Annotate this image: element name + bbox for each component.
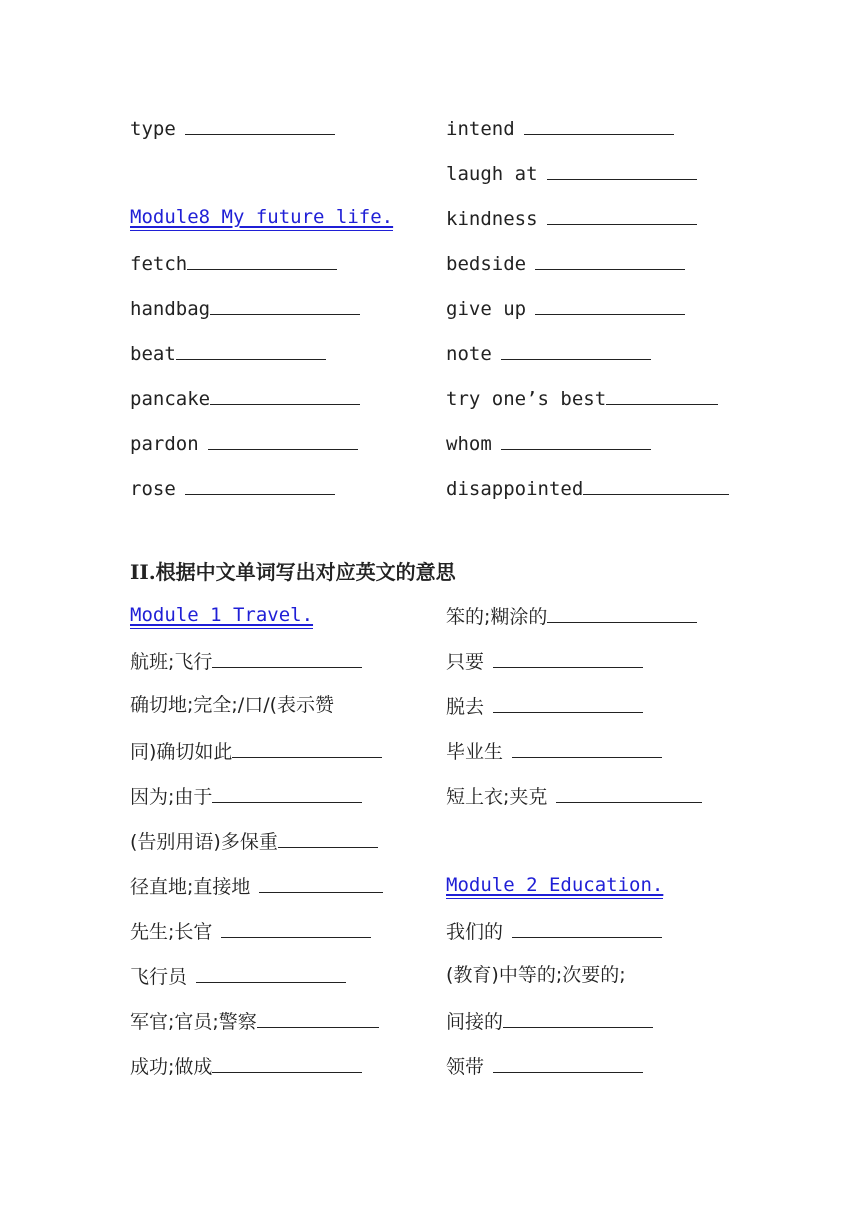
- answer-blank[interactable]: [176, 339, 326, 360]
- vocab-item-intend: intend: [446, 114, 674, 142]
- section-heading: II.根据中文单词写出对应英文的意思: [130, 560, 456, 584]
- cn-item: 间接的: [446, 1007, 653, 1035]
- cn-item: 军官;官员;警察: [130, 1007, 379, 1035]
- vocab-item-laugh-at: laugh at: [446, 159, 697, 187]
- answer-blank[interactable]: [512, 737, 662, 758]
- answer-blank[interactable]: [606, 384, 718, 405]
- answer-blank[interactable]: [257, 1007, 379, 1028]
- answer-blank[interactable]: [232, 737, 382, 758]
- cn-item: 先生;长官: [130, 917, 371, 945]
- answer-blank[interactable]: [503, 1007, 653, 1028]
- vocab-item-beat: beat: [130, 339, 326, 367]
- vocab-item-bedside: bedside: [446, 249, 685, 277]
- cn-item: 同)确切如此: [130, 737, 382, 765]
- answer-blank[interactable]: [185, 114, 335, 135]
- answer-blank[interactable]: [185, 474, 335, 495]
- cn-item: 笨的;糊涂的: [446, 602, 697, 630]
- module1-link[interactable]: Module 1 Travel.: [130, 602, 313, 629]
- cn-item: 因为;由于: [130, 782, 362, 810]
- vocab-item-kindness: kindness: [446, 204, 697, 232]
- cn-item: 毕业生: [446, 737, 662, 765]
- cn-item: 航班;飞行: [130, 647, 362, 675]
- answer-blank[interactable]: [259, 872, 383, 893]
- answer-blank[interactable]: [535, 249, 685, 270]
- vocab-item-pardon: pardon: [130, 429, 358, 457]
- answer-blank[interactable]: [547, 602, 697, 623]
- vocab-item-type: type: [130, 114, 335, 142]
- answer-blank[interactable]: [524, 114, 674, 135]
- answer-blank[interactable]: [212, 647, 362, 668]
- cn-item: (告别用语)多保重: [130, 827, 378, 855]
- answer-blank[interactable]: [210, 384, 360, 405]
- answer-blank[interactable]: [547, 159, 697, 180]
- answer-blank[interactable]: [501, 339, 651, 360]
- cn-item: 脱去: [446, 692, 643, 720]
- answer-blank[interactable]: [547, 204, 697, 225]
- answer-blank[interactable]: [493, 647, 643, 668]
- vocab-item-handbag: handbag: [130, 294, 360, 322]
- cn-item: 领带: [446, 1052, 643, 1080]
- answer-blank[interactable]: [208, 429, 358, 450]
- module2-link[interactable]: Module 2 Education.: [446, 872, 663, 899]
- cn-item: 短上衣;夹克: [446, 782, 702, 810]
- answer-blank[interactable]: [212, 1052, 362, 1073]
- answer-blank[interactable]: [278, 827, 378, 848]
- answer-blank[interactable]: [493, 1052, 643, 1073]
- answer-blank[interactable]: [556, 782, 702, 803]
- answer-blank[interactable]: [210, 294, 360, 315]
- answer-blank[interactable]: [501, 429, 651, 450]
- answer-blank[interactable]: [583, 474, 729, 495]
- vocab-item-fetch: fetch: [130, 249, 337, 277]
- answer-blank[interactable]: [221, 917, 371, 938]
- answer-blank[interactable]: [196, 962, 346, 983]
- cn-item: 成功;做成: [130, 1052, 362, 1080]
- answer-blank[interactable]: [512, 917, 662, 938]
- cn-item: (教育)中等的;次要的;: [446, 964, 626, 986]
- module8-link[interactable]: Module8 My future life.: [130, 204, 393, 231]
- answer-blank[interactable]: [535, 294, 685, 315]
- vocab-item-whom: whom: [446, 429, 651, 457]
- cn-item: 飞行员: [130, 962, 346, 990]
- vocab-item-try-ones-best: try one’s best: [446, 384, 718, 412]
- vocab-item-give-up: give up: [446, 294, 685, 322]
- vocab-item-pancake: pancake: [130, 384, 360, 412]
- vocab-item-note: note: [446, 339, 651, 367]
- cn-item: 我们的: [446, 917, 662, 945]
- answer-blank[interactable]: [493, 692, 643, 713]
- vocab-item-rose: rose: [130, 474, 335, 502]
- answer-blank[interactable]: [212, 782, 362, 803]
- cn-item: 径直地;直接地: [130, 872, 383, 900]
- vocab-item-disappointed: disappointed: [446, 474, 729, 502]
- cn-item: 确切地;完全;/口/(表示赞: [130, 694, 335, 716]
- answer-blank[interactable]: [187, 249, 337, 270]
- cn-item: 只要: [446, 647, 643, 675]
